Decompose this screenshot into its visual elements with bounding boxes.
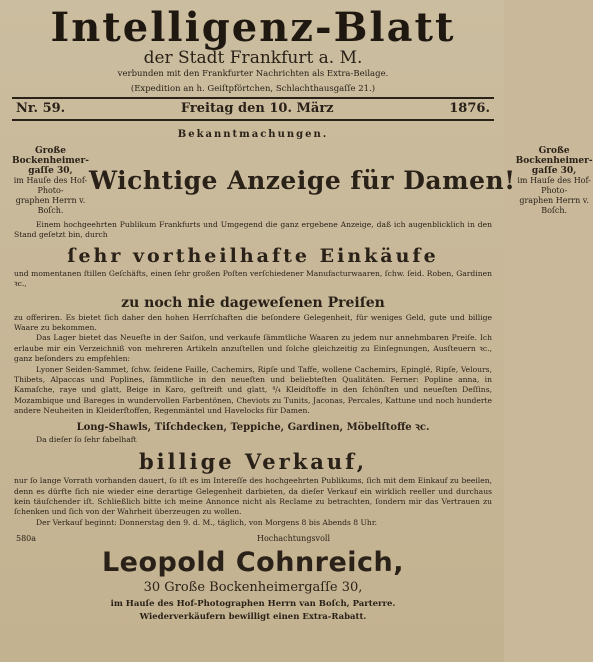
issue-row — [12, 100, 494, 118]
advert-para3: zu offeriren. Es bietet ſich daher den hohen Herrſchaften die beſondere Gelegenheit, für weniges Geld, gute und billige Waare zu bekommen. — [14, 312, 492, 333]
advert-para7: Der Verkauf beginnt: Donnerstag den 9. d. M., täglich, von Morgens 8 bis Abends 8 Uhr. — [36, 517, 378, 527]
masthead-rule-bottom — [12, 119, 494, 121]
advert-para4: Das Lager bietet das Neueſte in der Saiſon, und verkaufe ſämmtliche Waaren zu jedem nur annehmbaren Preiſe. Ich erlaube mir ein Verzeichniß von mehreren Artikeln anzuſtellen und ſolche gleichzeitig zu Einſegnungen, Ausſteuern ꝛc., ganz beſonders zu empfehlen: — [14, 333, 492, 364]
side-left-line3: im Hauſe des Hof-Photo- — [13, 176, 88, 195]
mid-phrase-nie: nie — [187, 291, 216, 311]
side-right-line4: graphen Herrn v. Boſch. — [519, 196, 589, 215]
firm-rebate: Wiederverkäufern bewilligt einen Extra-Rabatt. — [139, 612, 367, 623]
advert-header — [12, 146, 593, 216]
masthead-subtitle: der Stadt Frankfurt a. M. — [143, 48, 363, 68]
advert-footer-row — [12, 534, 494, 543]
mid-phrase-b: dageweſenen Preiſen — [215, 294, 385, 311]
advert-para6: nur ſo lange Vorrath vorhanden dauert, ſo iſt es im Intereſſe des hochgeehrten Publikums, ſich mit dem Einkauf zu beeilen, denn es dürfte ſich nie wieder eine derartige Gelegenheit darbieten, da dieſer Verkauf ein wirklich reeller und durchaus kein täuſchender iſt. Schließlich bitte ich meine Annonce nicht als Reclame zu betrachten, ſondern mir das Vertrauen zu ſchenken und ſich von der Wahrheit überzeugen zu wollen. — [14, 476, 492, 517]
side-left-line1: Große Bockenheimer- — [12, 146, 90, 166]
issue-date: Freitag den 10. März — [180, 101, 334, 116]
masthead-tagline: verbunden mit den Frankfurter Nachrichten als Extra-Beilage. — [117, 69, 389, 79]
issue-year: 1876. — [449, 101, 490, 116]
mid-phrase-a: zu noch — [121, 294, 188, 311]
side-left-line4: graphen Herrn v. Boſch. — [15, 196, 86, 215]
firm-name: Leopold Cohnreich, — [101, 547, 405, 579]
side-right-line2: gaſſe 30, — [531, 166, 577, 176]
advert-line-fabelhaft: Da dieſer ſo ſehr fabelhaft — [36, 434, 137, 444]
masthead-rule-top — [12, 97, 494, 99]
respect-line: Hochachtungsvoll — [256, 534, 330, 544]
advert-para5: Lyoner Seiden-Sammet, ſchw. ſeidene Faille, Cachemirs, Ripſe und Taffe, wollene Cachemirs, Epinglé, Ripſe, Velours, Thibets, Alpaccas und Poplines, ſämmtliche in den neueſten und beliebteſten Qualitäten. Ferner: Popline anna, in Kamaſche, raye und glatt, Beige in Karo, geſtreift und glatt, ⁴/₄ Kleidſtoffe in den ſchönſten und neueſten Deſſins, Mozambique und Bareges in wundervollen Farbentönen, Cheviots zu Tunits, Jaconas, Percales, Kattune und noch hunderte andere Neuheiten in Kleiderſtoffen, Regenmäntel und Havelocks für Damen. — [14, 364, 492, 416]
side-left-line2: gaſſe 30, — [28, 166, 73, 176]
advert-big-phrase2: billige Verkauf, — [138, 449, 368, 475]
advert-headline: Wichtige Anzeige für Damen! — [89, 166, 516, 195]
advert-para2: und momentanen ſtillen Geſchäfts, einen ſehr großen Poſten verſchiedener Manufacturwaaren, ſchw. ſeid. Roben, Gardinen ꝛc., — [14, 268, 492, 289]
side-box-right — [516, 146, 593, 216]
advert-furniture-line: Long-Shawls, Tiſchdecken, Teppiche, Gardinen, Möbelſtoffe ꝛc. — [76, 421, 430, 433]
issue-number: Nr. 59. — [16, 101, 66, 116]
ref-number: 580a — [16, 534, 37, 544]
side-box-left — [12, 146, 89, 216]
side-right-line1: Große Bockenheimer- — [515, 146, 593, 166]
advert-big-phrase: ſehr vortheilhafte Einkäufe — [67, 244, 439, 267]
side-right-line3: im Hauſe des Hof-Photo- — [517, 176, 591, 195]
firm-address-detail: im Hauſe des Hof-Photographen Herrn van Boſch, Parterre. — [110, 599, 396, 610]
advert-mid-phrase — [12, 292, 494, 311]
masthead-title: Intelligenz-Blatt — [50, 4, 456, 51]
masthead-expedition: (Expedition an h. Geiſtpförtchen, Schlachthausgaſſe 21.) — [130, 84, 376, 94]
firm-address: 30 Große Bockenheimergaſſe 30, — [143, 580, 363, 596]
section-heading: Bekanntmachungen. — [177, 129, 329, 140]
advert-intro: Einem hochgeehrten Publikum Frankfurts und Umgegend die ganz ergebene Anzeige, daß ich augenblicklich in den Stand geſetzt bin, durch — [14, 220, 492, 240]
